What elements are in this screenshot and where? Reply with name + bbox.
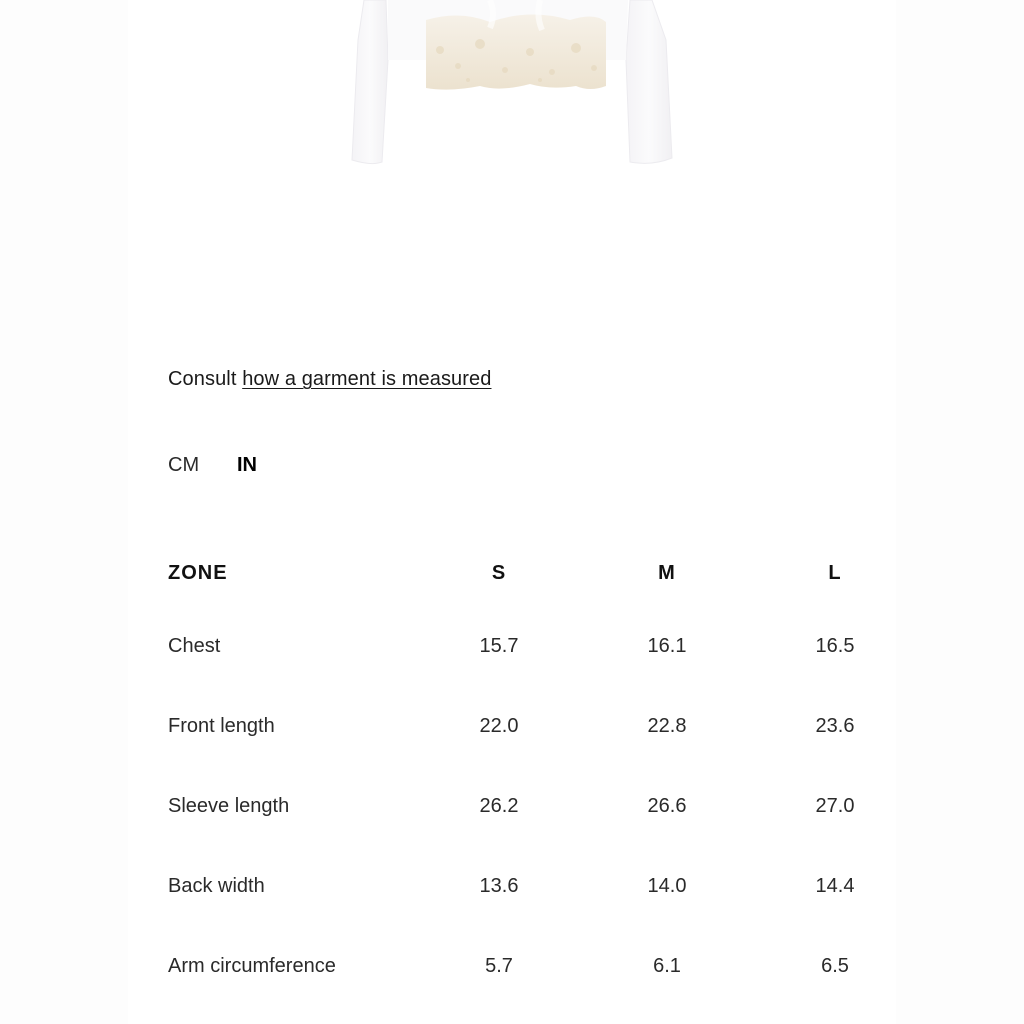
measure-info-line: [168, 368, 491, 391]
unit-in-button[interactable]: IN: [237, 454, 257, 476]
zone-label: Front length: [168, 714, 275, 737]
table-row: Chest 15.7 16.1 16.5: [168, 634, 855, 657]
zone-label: Arm circumference: [168, 954, 336, 977]
table-row: Front length 22.0 22.8 23.6: [168, 714, 855, 737]
zone-label: Sleeve length: [168, 794, 290, 817]
table-row: Back width 13.6 14.0 14.4: [168, 874, 855, 897]
table-row: Sleeve length 26.2 26.6 27.0: [168, 794, 855, 817]
table-row: Arm circumference 5.7 6.1 6.5: [168, 954, 849, 977]
header-zone: ZONE: [168, 561, 228, 584]
product-image: [340, 0, 685, 170]
unit-toggle: [168, 454, 257, 477]
table-header-row: ZONE S M L: [168, 561, 842, 584]
zone-label: Back width: [168, 874, 265, 897]
measure-info-prefix: Consult: [168, 368, 237, 390]
unit-cm-button[interactable]: CM: [168, 454, 200, 476]
size-table: [168, 540, 888, 1006]
zone-label: Chest: [168, 634, 221, 657]
how-measured-link[interactable]: how a garment is measured: [242, 368, 492, 390]
